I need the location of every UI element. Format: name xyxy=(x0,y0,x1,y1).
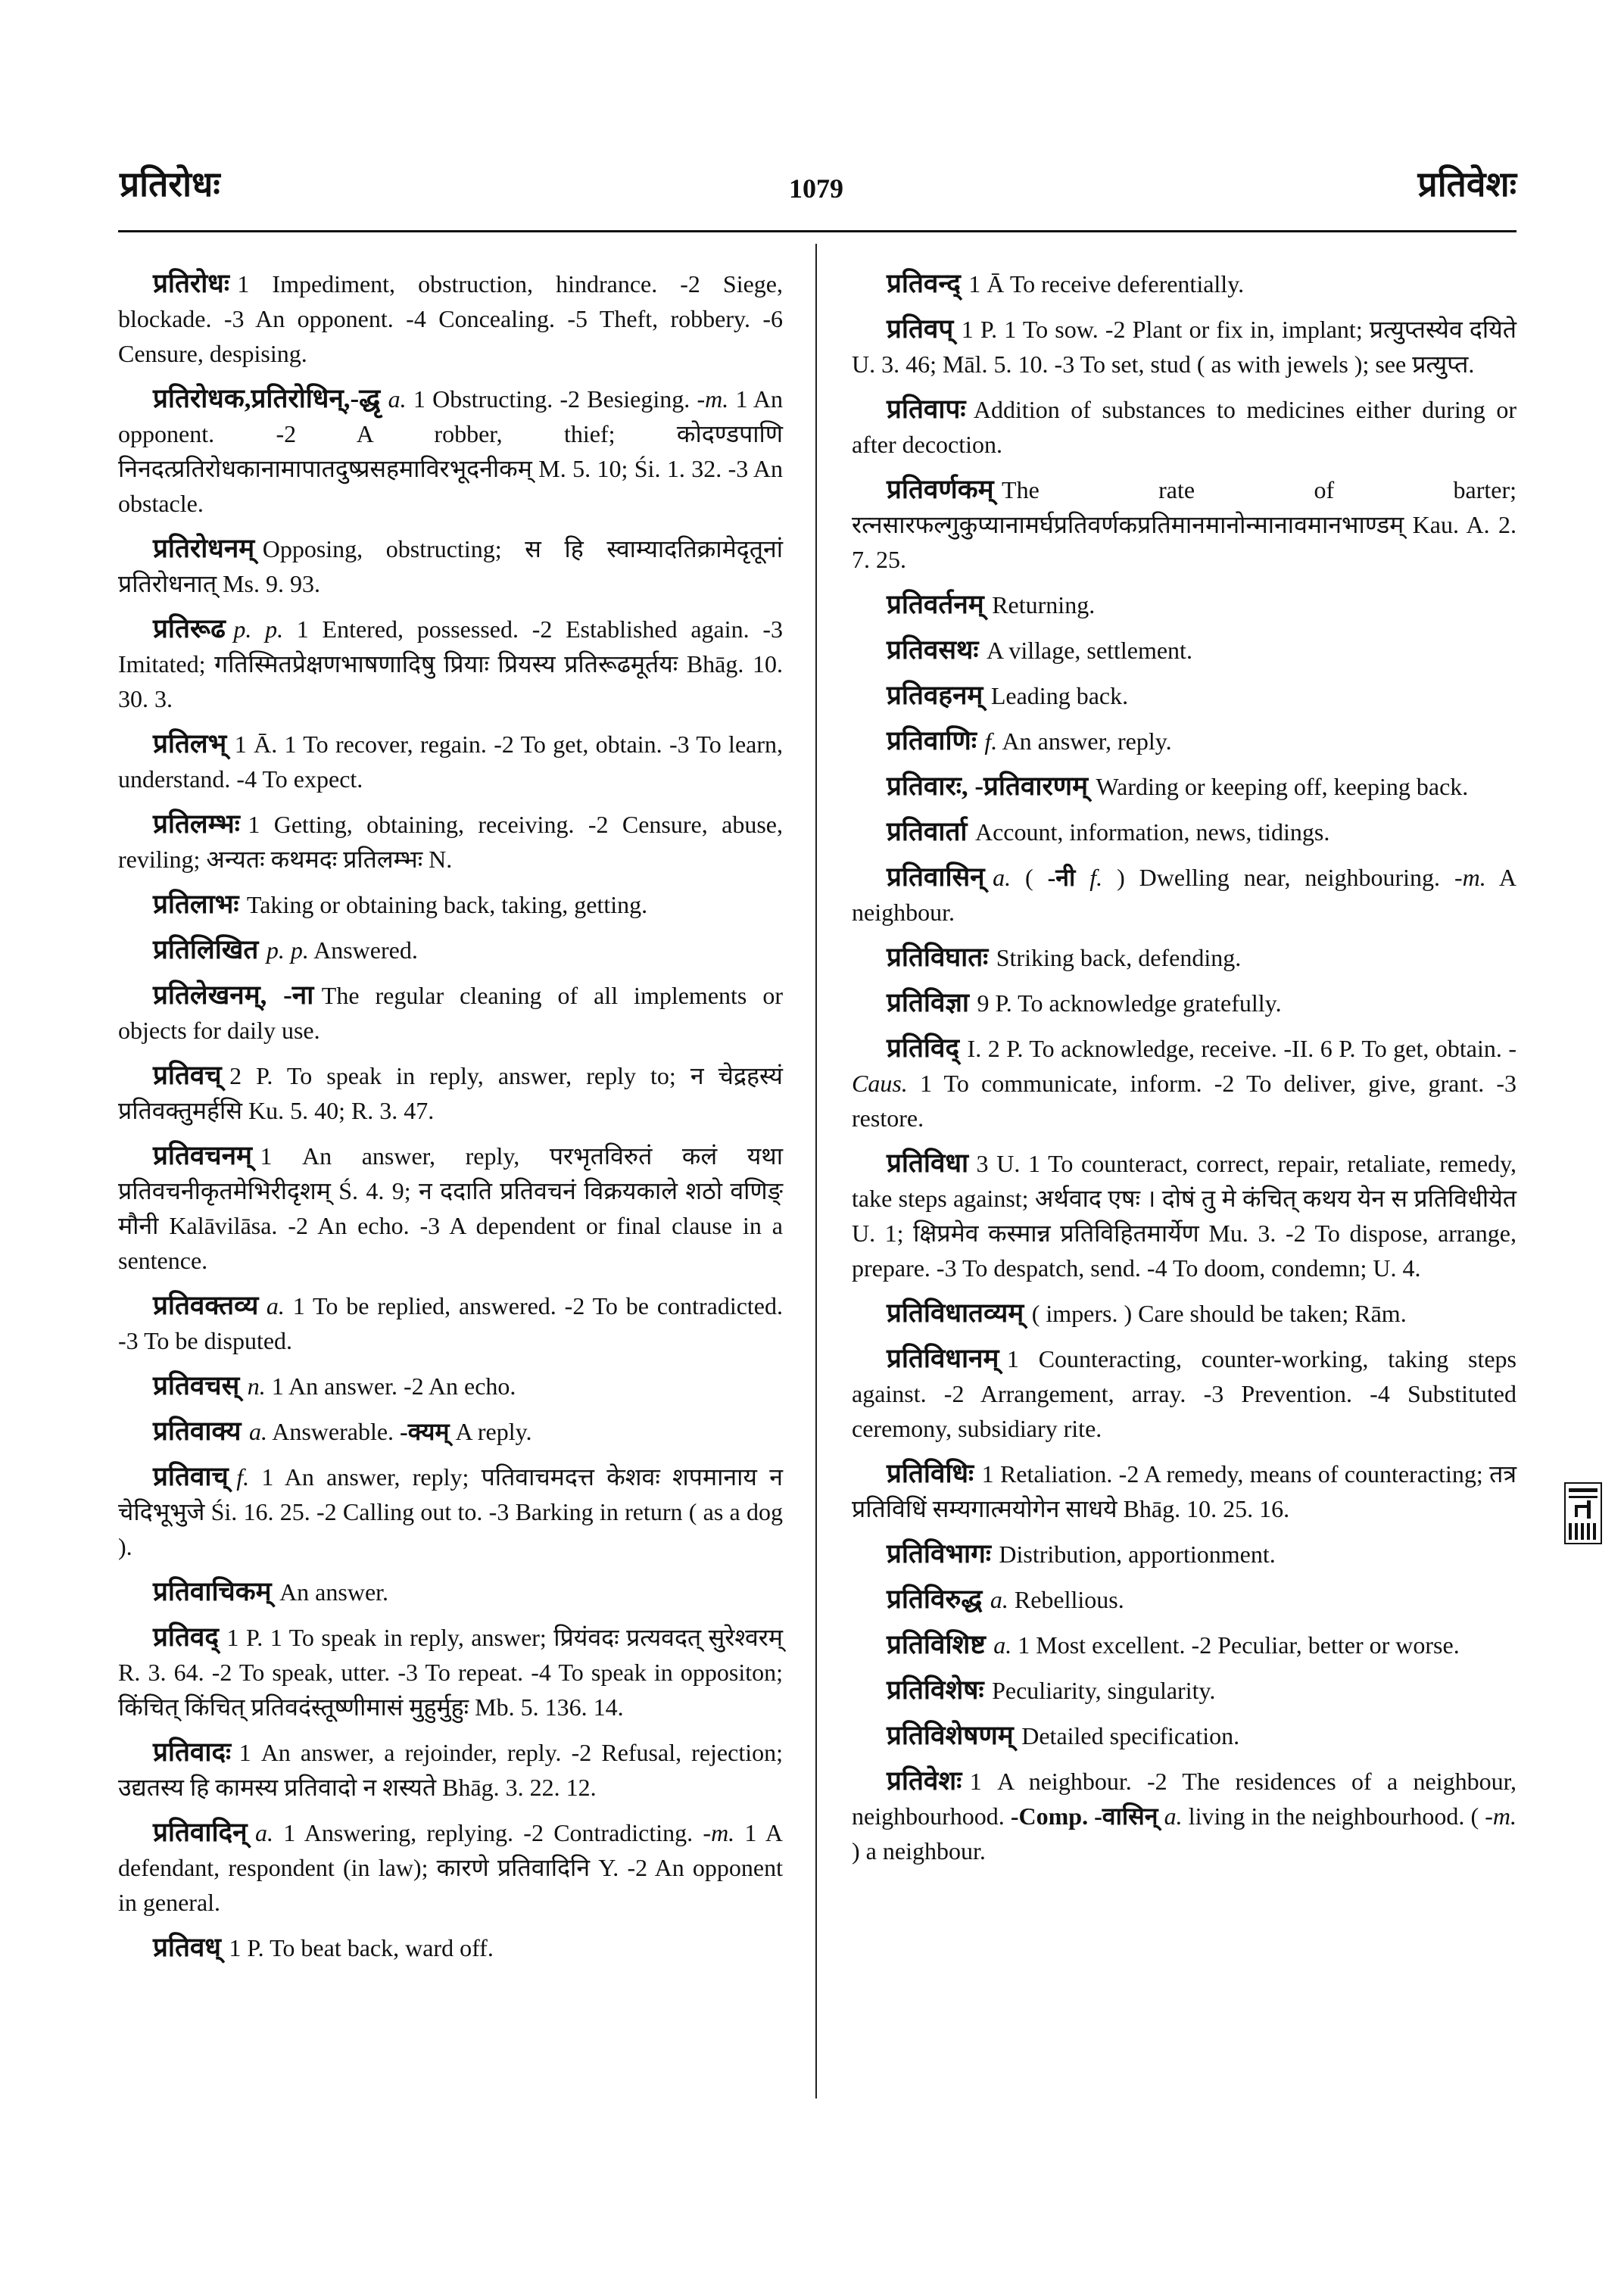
grammar-label: a. xyxy=(255,1819,274,1846)
definition-text: Answered. xyxy=(308,936,418,964)
headword: प्रतिवार्ता xyxy=(887,817,968,846)
definition-text: 2 P. To speak in reply, answer, reply to; न चेद्रहस्यं प्रतिवक्तुमर्हसि Ku. 5. 40; R. 3. 47. xyxy=(118,1062,783,1124)
dictionary-entry xyxy=(852,1628,1516,1662)
dictionary-entry xyxy=(118,1288,783,1358)
headword: प्रतिवचनम् xyxy=(153,1141,252,1170)
headword: प्रतिवन्द् xyxy=(887,269,961,298)
bold-form: -नी xyxy=(1047,864,1076,891)
dictionary-entry xyxy=(852,769,1516,804)
definition-text: 1 Counteracting, counter-working, taking steps against. -2 Arrangement, array. -3 Prevention. -4 Substituted ceremony, subsidiary rite. xyxy=(852,1345,1516,1442)
dictionary-entry xyxy=(852,472,1516,577)
definition-text: Detailed specification. xyxy=(1021,1722,1240,1749)
definition-text: 1 A defendant, respondent (in law); कारणे प्रतिवादिनि Y. -2 An opponent in general. xyxy=(118,1819,783,1916)
definition-text: 1 Ā To receive deferentially. xyxy=(968,270,1245,298)
headword: प्रतिवाणिः xyxy=(887,726,977,756)
grammar-label: f. xyxy=(1075,864,1103,891)
grammar-label: n. xyxy=(247,1372,266,1400)
definition-text: 1 Obstructing. -2 Besieging. xyxy=(406,385,697,413)
definition-text: A reply. xyxy=(449,1418,532,1445)
definition-text: Striking back, defending. xyxy=(996,944,1242,971)
definition-text: 1 Entered, possessed. -2 Established again. -3 Imitated; गतिस्मितप्रेक्षणभाषणादिषु प्रियाः प्रियस्य प्रतिरूढमूर्तयः Bhāg. 10. 30. 3. xyxy=(118,615,784,712)
dictionary-entry xyxy=(118,382,783,521)
grammar-label: -Caus. xyxy=(852,1035,1516,1097)
grammar-label: a. xyxy=(993,864,1011,891)
grammar-label: f. xyxy=(984,727,998,755)
definition-text: 1 An answer, reply; पतिवाचमदत्त केशवः शपमानाय न चेदिभूभुजे Śi. 16. 25. -2 Calling out to. -3 Barking in return ( as a dog ). xyxy=(118,1463,783,1560)
definition-text: ) Dwelling near, neighbouring. xyxy=(1102,864,1454,891)
column-divider xyxy=(815,244,817,2098)
definition-text: 1 Most excellent. -2 Peculiar, better or worse. xyxy=(1011,1631,1460,1659)
definition-text: Answerable. xyxy=(267,1418,401,1445)
bold-form: -क्यम् xyxy=(400,1418,450,1445)
dictionary-entry xyxy=(118,1139,783,1278)
definition-text: Opposing, obstructing; स हि स्वाम्यादतिक्रामेदृतूनां प्रतिरोधनात् Ms. 9. 93. xyxy=(118,535,783,597)
dictionary-entry xyxy=(852,940,1516,975)
headword: प्रतिवद् xyxy=(153,1622,219,1652)
definition-text: 1 To communicate, inform. -2 To deliver, give, grant. -3 restore. xyxy=(852,1070,1516,1132)
headword: प्रतिवक्तव्य xyxy=(153,1291,259,1320)
definition-text: ( xyxy=(1011,864,1048,891)
dictionary-entry xyxy=(118,1058,783,1128)
definition-text: 1 Impediment, obstruction, hindrance. -2 Siege, blockade. -3 An opponent. -4 Concealing. -5 Theft, robbery. -6 Censure, despising. xyxy=(118,270,783,367)
definition-text: 1 Retaliation. -2 A remedy, means of counteracting; तत्र प्रतिविधिं सम्यगात्मयोगेन साधये Bhāg. 10. 25. 16. xyxy=(852,1460,1516,1522)
dictionary-entry xyxy=(118,887,783,922)
definition-text: Distribution, apportionment. xyxy=(999,1541,1276,1568)
headword: प्रतिविशेषणम् xyxy=(887,1721,1014,1750)
headword: प्रतिरूढ xyxy=(153,614,226,643)
dictionary-entry xyxy=(118,933,783,967)
headword: प्रतिलम्भः xyxy=(153,809,240,839)
headword: प्रतिवेशः xyxy=(887,1766,962,1796)
dictionary-entry xyxy=(852,678,1516,713)
grammar-label: -m. xyxy=(697,385,729,413)
dictionary-entry xyxy=(852,1456,1516,1526)
headword: प्रतिविधिः xyxy=(887,1459,974,1488)
definition-text: Returning. xyxy=(992,591,1096,618)
definition-text: Warding or keeping off, keeping back. xyxy=(1096,773,1469,800)
definition-text: 1 Getting, obtaining, receiving. -2 Censure, abuse, reviling; अन्यतः कथमदः प्रतिलम्भः N. xyxy=(118,811,783,873)
definition-text: Addition of substances to medicines either during or after decoction. xyxy=(852,396,1516,458)
headword: प्रतिविधानम् xyxy=(887,1344,999,1373)
headword: प्रतिवचस् xyxy=(153,1371,240,1400)
grammar-label: a. xyxy=(1158,1802,1183,1830)
headword: प्रतिवध् xyxy=(153,1933,221,1962)
headword: प्रतिविभागः xyxy=(887,1539,991,1569)
grammar-label: -m. xyxy=(703,1819,735,1846)
right-column xyxy=(852,266,1516,1879)
grammar-label: a. xyxy=(990,1586,1008,1613)
headword: प्रतिवादिन् xyxy=(153,1818,248,1847)
dictionary-entry xyxy=(852,312,1516,382)
headword: प्रतिविरुद्ध xyxy=(887,1584,983,1614)
dictionary-entry xyxy=(852,1341,1516,1446)
definition-text: 3 U. 1 To counteract, correct, repair, retaliate, remedy, take steps against; अर्थवाद एषः । दोषं तु मे कंचित् कथय येन स प्रतिविधीयेत U. 1; क्षिप्रमेव कस्मान्न प्रतिविहितमार्येण Mu. 3. -2 To dispose, arrange, prepare. -3 To despatch, send. -4 To doom, condemn; U. 4. xyxy=(852,1150,1516,1282)
definition-text: 1 Answering, replying. -2 Contradicting. xyxy=(273,1819,703,1846)
dictionary-entry xyxy=(118,1815,783,1920)
definition-text: 1 A neighbour. -2 The residences of a neighbour, neighbourhood. xyxy=(852,1768,1516,1830)
dictionary-entry xyxy=(852,587,1516,622)
dictionary-entry xyxy=(118,612,783,716)
definition-text: 9 P. To acknowledge gratefully. xyxy=(977,989,1282,1017)
dictionary-entry xyxy=(118,1575,783,1609)
headword: प्रतिवाच् xyxy=(153,1462,229,1491)
headword: प्रतिविद् xyxy=(887,1033,960,1063)
definition-text: 1 To be replied, answered. -2 To be contradicted. -3 To be disputed. xyxy=(118,1292,783,1354)
left-column xyxy=(118,266,783,1976)
definition-text: 1 P. 1 To sow. -2 Plant or fix in, implant; प्रत्युप्तस्येव दयिते U. 3. 46; Māl. 5. 10. -3 To set, stud ( as with jewels ); see प्रत्युप्त. xyxy=(852,316,1516,378)
headword: प्रतिलभ् xyxy=(153,729,227,759)
headword: प्रतिलाभः xyxy=(153,889,239,919)
definition-text: The regular cleaning of all implements or objects for daily use. xyxy=(118,982,784,1044)
definition-text: Account, information, news, tidings. xyxy=(974,818,1330,846)
header-rule xyxy=(118,230,1516,232)
definition-text: 1 An answer, reply, परभृतविरुतं कलं यथा प्रतिवचनीकृतमेभिरीदृशम् Ś. 4. 9; न ददाति प्रतिवचनं विक्रयकाले शठो वणिङ् मौनी Kalāvilāsa. -2 An echo. -3 A dependent or final clause in a sentence. xyxy=(118,1142,783,1274)
dictionary-entry xyxy=(118,807,783,877)
definition-text: 1 An answer. -2 An echo. xyxy=(265,1372,516,1400)
dictionary-entry xyxy=(118,1735,783,1805)
grammar-label: p. p. xyxy=(266,936,309,964)
grammar-label: a. xyxy=(266,1292,285,1319)
thumb-index-mark xyxy=(1564,1482,1602,1544)
dictionary-entry xyxy=(852,1296,1516,1331)
dictionary-entry xyxy=(852,986,1516,1020)
headword: प्रतिविघातः xyxy=(887,942,989,972)
dictionary-entry xyxy=(118,1620,783,1724)
dictionary-entry xyxy=(852,724,1516,759)
definition-text: Taking or obtaining back, taking, getting. xyxy=(246,891,648,918)
grammar-label: f. xyxy=(236,1463,250,1491)
headword: प्रतिविधातव्यम् xyxy=(887,1298,1024,1328)
definition-text: 1 An answer, a rejoinder, reply. -2 Refusal, rejection; उद्यतस्य हि कामस्य प्रतिवादो न शस्यते Bhāg. 3. 22. 12. xyxy=(118,1739,783,1801)
dictionary-entry xyxy=(118,1460,783,1564)
headword: प्रतिवादः xyxy=(153,1737,232,1767)
dictionary-entry xyxy=(118,266,783,371)
headword: प्रतिविशेषः xyxy=(887,1675,984,1705)
grammar-label: p. p. xyxy=(233,615,284,643)
definition-text: An answer. xyxy=(279,1578,389,1606)
definition-text: 1 An opponent. -2 A robber, thief; कोदण्डपाणि निनदत्प्रतिरोधकानामापातदुष्प्रसहमाविरभूदनीकम् M. 5. 10; Śi. 1. 32. -3 An obstacle. xyxy=(118,385,784,517)
headword: प्रतिवापः xyxy=(887,394,966,424)
dictionary-entry xyxy=(852,1031,1516,1136)
headword: प्रतिवच् xyxy=(153,1061,222,1090)
definition-text: An answer, reply. xyxy=(997,727,1172,755)
definition-text: Leading back. xyxy=(990,682,1129,709)
definition-text: 1 P. To beat back, ward off. xyxy=(229,1934,494,1961)
headword: प्रतिवसथः xyxy=(887,635,979,665)
definition-text: ( impers. ) Care should be taken; Rām. xyxy=(1031,1300,1407,1327)
headword: प्रतिवर्तनम् xyxy=(887,590,984,619)
dictionary-entry xyxy=(852,633,1516,668)
dictionary-entry xyxy=(852,1764,1516,1868)
dictionary-entry xyxy=(852,1718,1516,1753)
headword: प्रतिलेखनम्, -ना xyxy=(153,980,314,1010)
definition-text: A neighbour. xyxy=(852,864,1517,926)
headword: प्रतिवर्णकम् xyxy=(887,475,994,504)
dictionary-entry xyxy=(852,392,1516,462)
headword: प्रतिवारः, -प्रतिवारणम् xyxy=(887,771,1089,801)
running-head-right: प्रतिवेशः xyxy=(1417,165,1516,204)
dictionary-entry xyxy=(118,1369,783,1404)
dictionary-entry xyxy=(852,1673,1516,1708)
headword: प्रतिविज्ञा xyxy=(887,988,969,1017)
definition-text: 1 P. 1 To speak in reply, answer; प्रियंवदः प्रत्यवदत् सुरेश्वरम् R. 3. 64. -2 To speak, utter. -3 To repeat. -4 To speak in oppositon; किंचित् किंचित् प्रतिवदंस्तूष्णीमासं मुहुर्मुहुः Mb. 5. 136. 14. xyxy=(118,1624,783,1721)
grammar-label: a. xyxy=(993,1631,1012,1659)
dictionary-entry xyxy=(852,815,1516,849)
headword: प्रतिवप् xyxy=(887,314,954,344)
grammar-label: a. xyxy=(248,1418,267,1445)
headword: प्रतिरोधक,प्रतिरोधिन्,-द्धृ xyxy=(153,384,381,413)
headword: प्रतिविशिष्ट xyxy=(887,1630,986,1659)
definition-text: Rebellious. xyxy=(1008,1586,1124,1613)
dictionary-entry xyxy=(852,860,1516,930)
definition-text: I. 2 P. To acknowledge, receive. -II. 6 P. To get, obtain. xyxy=(967,1035,1509,1062)
grammar-label: a. xyxy=(388,385,407,413)
dictionary-entry xyxy=(118,727,783,796)
dictionary-entry xyxy=(852,1582,1516,1617)
definition-text: living in the neighbourhood. ( xyxy=(1182,1802,1485,1830)
grammar-label: -m. xyxy=(1485,1802,1517,1830)
running-head-left: प्रतिरोधः xyxy=(120,165,220,204)
dictionary-entry xyxy=(118,1930,783,1965)
headword: प्रतिवहनम् xyxy=(887,681,983,710)
definition-text: ) a neighbour. xyxy=(852,1837,986,1865)
definition-text: Peculiarity, singularity. xyxy=(992,1677,1216,1704)
headword: प्रतिलिखित xyxy=(153,935,259,964)
headword: प्रतिवाचिकम् xyxy=(153,1577,272,1606)
headword: प्रतिविधा xyxy=(887,1148,969,1178)
definition-text: 1 Ā. 1 To recover, regain. -2 To get, obtain. -3 To learn, understand. -4 To expect. xyxy=(118,731,783,793)
bold-form: -Comp. -वासिन् xyxy=(1010,1802,1158,1830)
dictionary-entry xyxy=(852,266,1516,301)
headword: प्रतिवाक्य xyxy=(153,1416,242,1446)
dictionary-entry xyxy=(118,1414,783,1449)
definition-text: A village, settlement. xyxy=(987,637,1192,664)
dictionary-entry xyxy=(852,1537,1516,1572)
dictionary-entry xyxy=(118,531,783,601)
dictionary-entry xyxy=(118,978,783,1048)
page-number: 1079 xyxy=(789,173,843,204)
dictionary-entry xyxy=(852,1146,1516,1285)
headword: प्रतिरोधः xyxy=(153,269,229,298)
headword: प्रतिरोधनम् xyxy=(153,534,255,563)
definition-text: The rate of barter; रत्नसारफल्गुकुप्यानामर्घप्रतिवर्णकप्रतिमानमानोन्मानावमानभाण्डम् Kau. A. 2. 7. 25. xyxy=(852,476,1516,573)
headword: प्रतिवासिन् xyxy=(887,862,985,892)
grammar-label: -m. xyxy=(1454,864,1486,891)
